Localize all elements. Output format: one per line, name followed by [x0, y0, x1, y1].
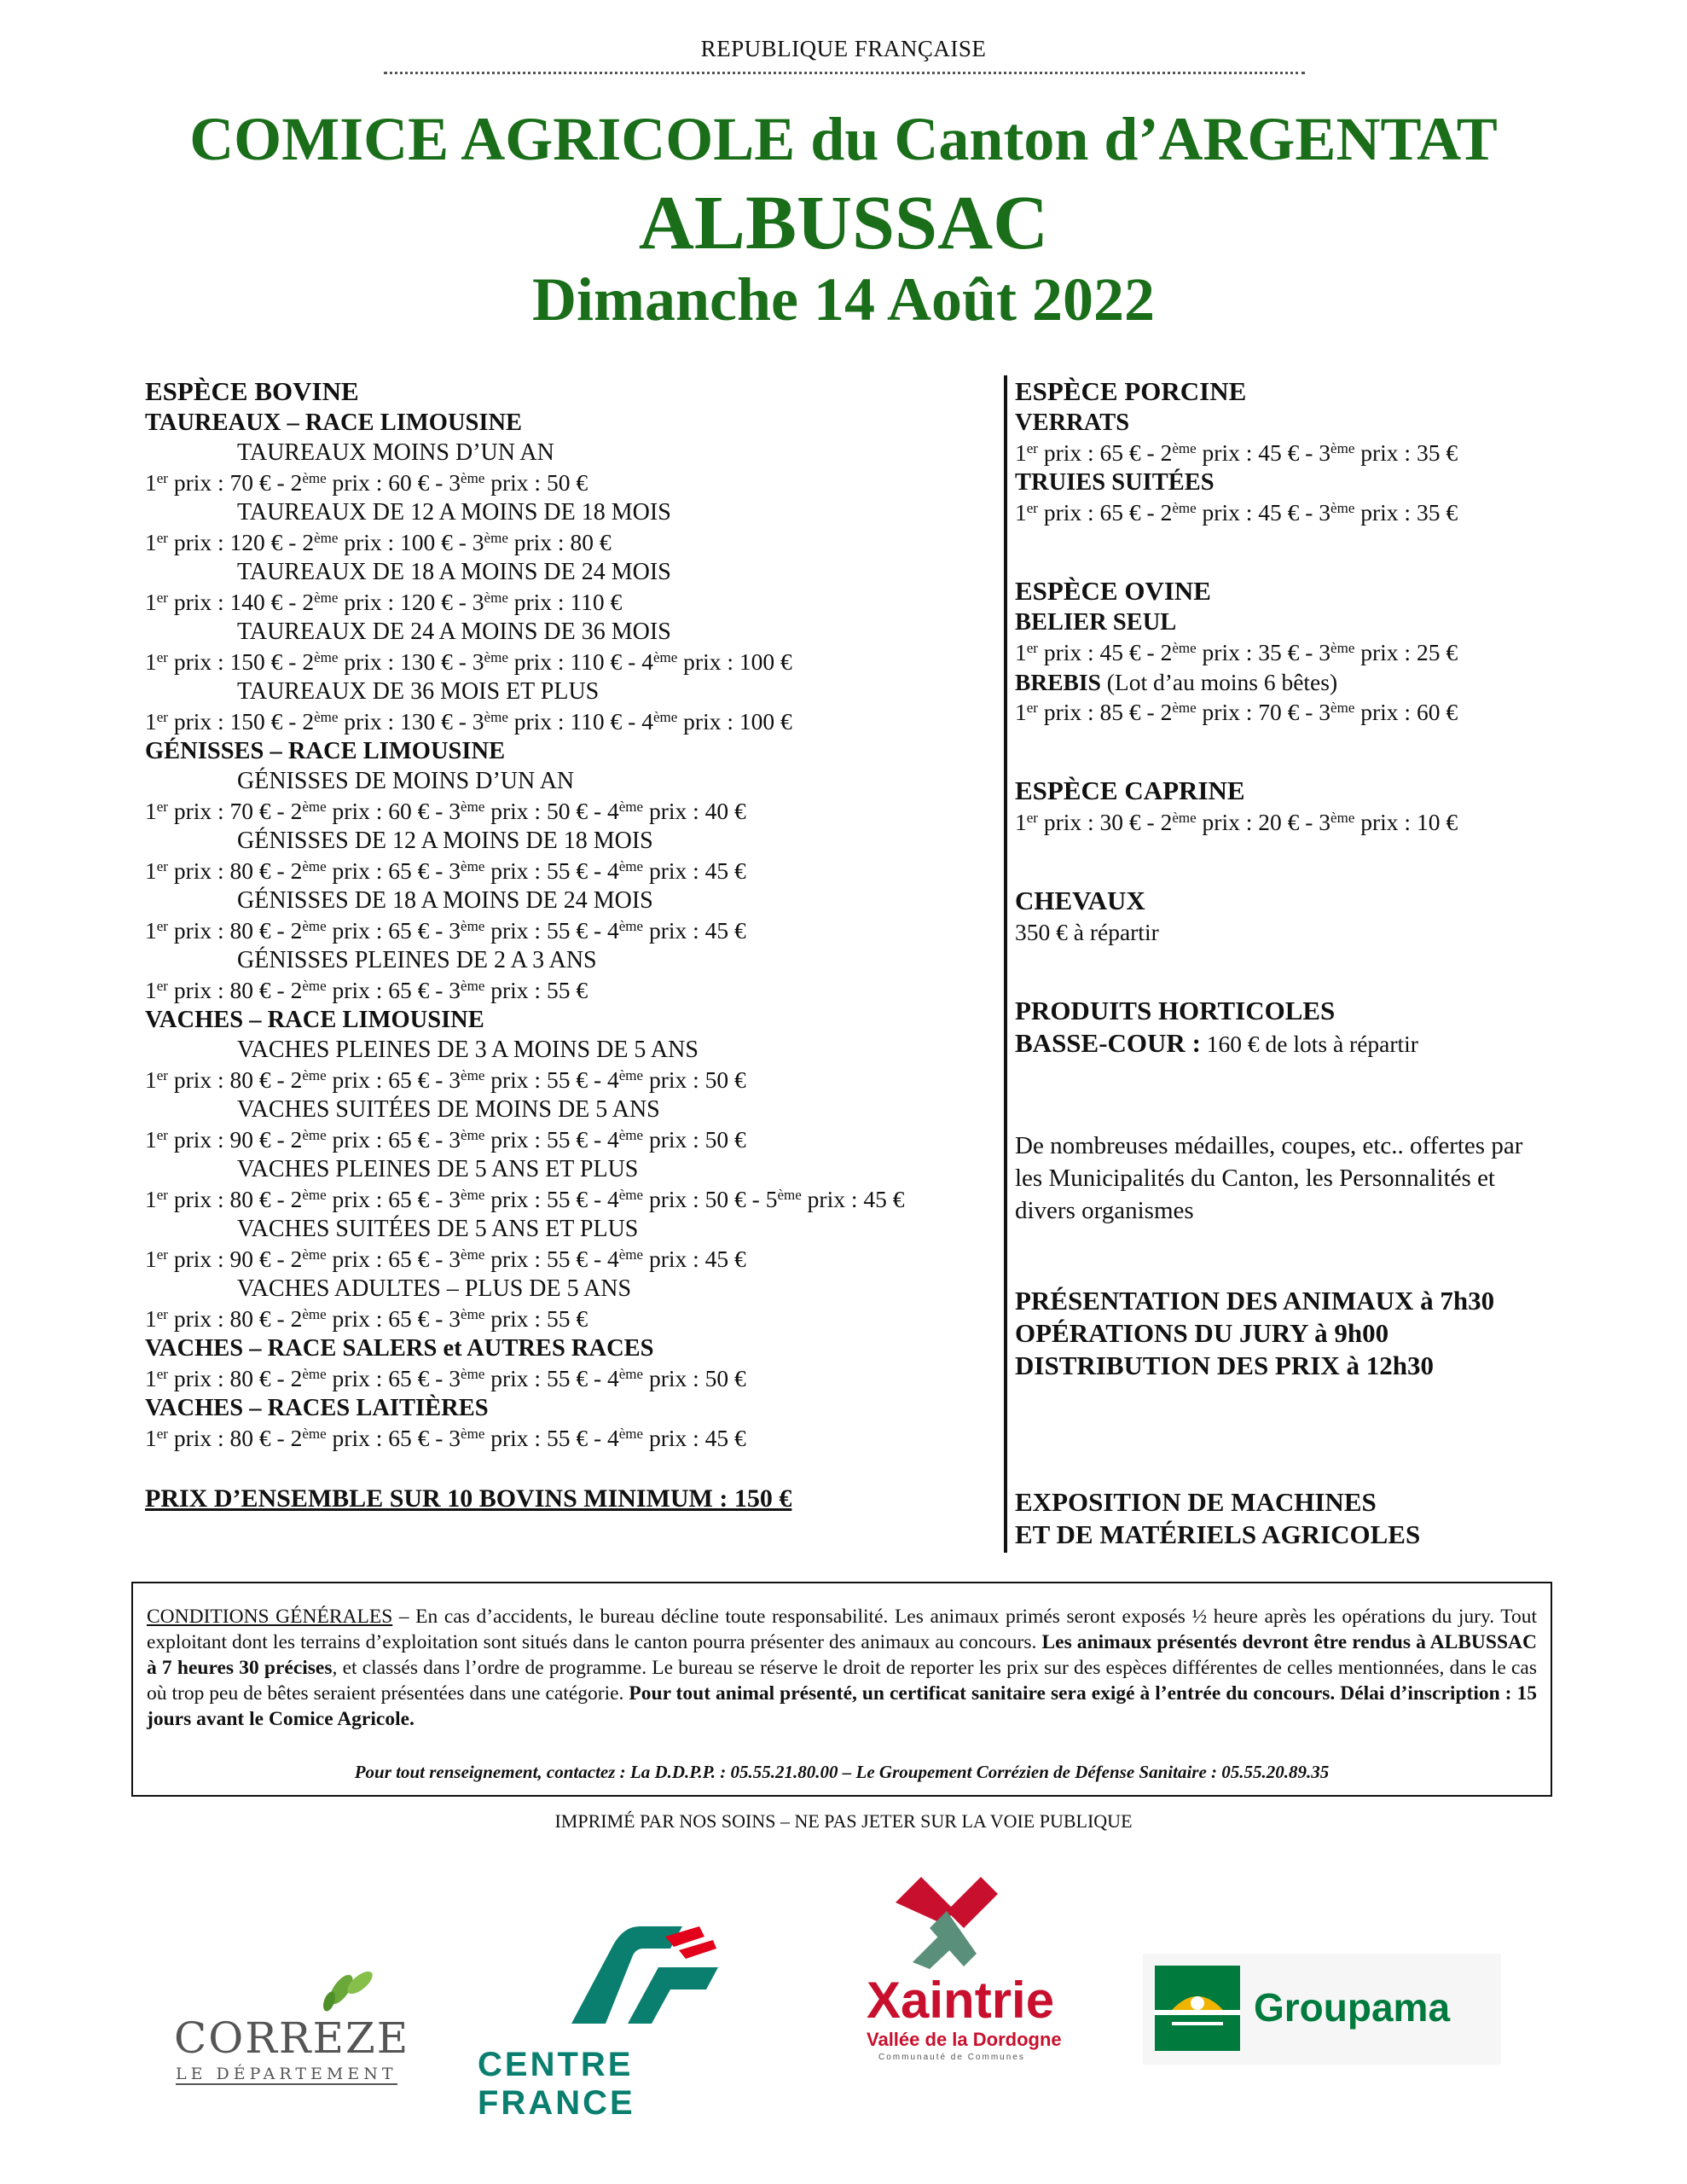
- ordinal-suffix: er: [156, 918, 168, 934]
- subcategory: GÉNISSES DE 12 A MOINS DE 18 MOIS: [237, 828, 653, 854]
- basse-cour-line: [1015, 1027, 1578, 1061]
- prize: 2ème prix : 35 €: [1160, 639, 1300, 665]
- prize: 3ème prix : 50 €: [449, 469, 588, 496]
- prize: 1er prix : 65 €: [1015, 499, 1141, 526]
- prize-line: 1er prix : 80 € - 2ème prix : 65 € - 3ème prix : 55 €: [145, 977, 588, 1003]
- prize: 4ème prix : 50 €: [607, 1126, 746, 1153]
- xaintrie-cross-icon: [861, 1860, 1066, 1971]
- ordinal-suffix: ème: [618, 1426, 644, 1442]
- prize: 3ème prix : 110 €: [472, 708, 623, 735]
- prize: 3ème prix : 110 €: [472, 589, 623, 615]
- ordinal-suffix: ème: [618, 1366, 644, 1382]
- ordinal-suffix: ème: [461, 799, 485, 815]
- ordinal-suffix: er: [156, 1246, 168, 1263]
- prize: 2ème prix : 100 €: [302, 529, 453, 555]
- printed-notice: IMPRIMÉ PAR NOS SOINS – NE PAS JETER SUR LA VOIE PUBLIQUE: [554, 1810, 1133, 1832]
- other-species-column: [1015, 375, 1578, 1551]
- prize-line: 1er prix : 80 € - 2ème prix : 65 € - 3ème prix : 55 € - 4ème prix : 50 €: [145, 1066, 746, 1093]
- xaintrie-logo: [861, 1860, 1066, 2073]
- prize-line: 1er prix : 150 € - 2ème prix : 130 € - 3ème prix : 110 € - 4ème prix : 100 €: [145, 648, 792, 675]
- conditions-text: – En cas d’accidents, le bureau décline toute responsabilité. Les animaux primés seront exposés ½ heure après les opérations du jury. Tout exploitant dont les terrains d’exploitation sont situés dans le canton pourra présenter des animaux au concours.: [147, 1606, 1537, 1653]
- prize: 2ème prix : 45 €: [1160, 439, 1300, 466]
- prize: 4ème prix : 45 €: [607, 1425, 746, 1451]
- expo-line: ET DE MATÉRIELS AGRICOLES: [1015, 1519, 1421, 1549]
- ordinal-suffix: ème: [461, 1187, 485, 1203]
- ordinal-suffix: ème: [484, 649, 508, 665]
- basse-cour-text: 160 € de lots à répartir: [1200, 1031, 1418, 1057]
- subcategory: GÉNISSES DE 18 A MOINS DE 24 MOIS: [237, 887, 653, 914]
- ordinal-suffix: ème: [461, 978, 485, 994]
- prize-line: 1er prix : 65 € - 2ème prix : 45 € - 3ème prix : 35 €: [1015, 439, 1458, 466]
- column-divider: [1004, 375, 1007, 1553]
- groupama-logo: [1143, 1954, 1501, 2065]
- prize: 3ème prix : 80 €: [472, 529, 612, 555]
- event-date: Dimanche 14 Août 2022: [531, 265, 1156, 334]
- prize: 3ème prix : 60 €: [1319, 699, 1458, 725]
- republic-heading: REPUBLIQUE FRANÇAISE: [700, 36, 987, 61]
- prize: 2ème prix : 65 €: [290, 1425, 430, 1451]
- prize-line: 1er prix : 80 € - 2ème prix : 65 € - 3ème prix : 55 € - 4ème prix : 50 €: [145, 1365, 746, 1391]
- prize: 1er prix : 80 €: [145, 977, 271, 1003]
- prize-line: 1er prix : 120 € - 2ème prix : 100 € - 3ème prix : 80 €: [145, 529, 612, 555]
- prize: 4ème prix : 100 €: [641, 648, 792, 675]
- ordinal-suffix: er: [156, 709, 168, 725]
- prize-line: 1er prix : 45 € - 2ème prix : 35 € - 3ème prix : 25 €: [1015, 639, 1458, 665]
- subcategory: GÉNISSES DE MOINS D’UN AN: [237, 768, 575, 794]
- prize: 3ème prix : 110 €: [472, 648, 623, 675]
- bovine-column: [145, 375, 1006, 1513]
- prize: 3ème prix : 55 €: [449, 1066, 588, 1093]
- ordinal-suffix: ème: [302, 1127, 327, 1143]
- prize: 1er prix : 80 €: [145, 917, 271, 944]
- prize: 4ème prix : 45 €: [607, 1246, 746, 1272]
- prize: 4ème prix : 50 €: [607, 1365, 746, 1391]
- prize: 2ème prix : 65 €: [290, 917, 430, 944]
- ordinal-suffix: ème: [1172, 500, 1197, 516]
- prize: 2ème prix : 45 €: [1160, 499, 1300, 526]
- ordinal-suffix: er: [156, 470, 168, 486]
- event-title: COMICE AGRICOLE du Canton d’ARGENTAT: [189, 105, 1498, 173]
- prize: 2ème prix : 65 €: [290, 1305, 430, 1332]
- subcategory: TAUREAUX DE 12 A MOINS DE 18 MOIS: [237, 499, 671, 526]
- ordinal-suffix: ème: [1330, 440, 1355, 456]
- ordinal-suffix: ème: [314, 649, 339, 665]
- prize: 3ème prix : 55 €: [449, 1246, 588, 1272]
- ordinal-suffix: ème: [302, 858, 327, 874]
- prize: 1er prix : 80 €: [145, 1425, 271, 1451]
- conditions-label: CONDITIONS GÉNÉRALES: [147, 1606, 393, 1628]
- subcategory: VACHES ADULTES – PLUS DE 5 ANS: [237, 1275, 632, 1302]
- ordinal-suffix: ème: [1330, 700, 1355, 716]
- prize: 3ème prix : 55 €: [449, 857, 588, 884]
- category-title: VERRATS: [1015, 410, 1130, 436]
- subcategory: VACHES SUITÉES DE MOINS DE 5 ANS: [237, 1096, 660, 1123]
- ordinal-suffix: ème: [461, 1426, 485, 1442]
- prize: 1er prix : 80 €: [145, 1066, 271, 1093]
- ordinal-suffix: ème: [302, 799, 327, 815]
- ensemble-prize: PRIX D’ENSEMBLE SUR 10 BOVINS MINIMUM : 150 €: [145, 1484, 792, 1513]
- prize: 1er prix : 80 €: [145, 857, 271, 884]
- prize: 4ème prix : 50 €: [607, 1066, 746, 1093]
- category-title: GÉNISSES – RACE LIMOUSINE: [145, 738, 506, 764]
- ordinal-suffix: ème: [1172, 700, 1197, 716]
- prize: 3ème prix : 55 €: [449, 1186, 588, 1212]
- category-title: TAUREAUX – RACE LIMOUSINE: [145, 410, 523, 436]
- schedule-line: PRÉSENTATION DES ANIMAUX à 7h30: [1015, 1286, 1495, 1316]
- ordinal-suffix: er: [1026, 700, 1038, 716]
- category-title: BELIER SEUL: [1015, 609, 1177, 636]
- section-title: ESPÈCE PORCINE: [1015, 376, 1247, 406]
- prize-line: 1er prix : 90 € - 2ème prix : 65 € - 3ème prix : 55 € - 4ème prix : 50 €: [145, 1126, 746, 1153]
- conditions-text: , et classés dans l’ordre de programme. Le bureau se réserve le droit de reporter les prix sur des espèces différentes de celles mentionnées, dans le cas où trop peu de bêtes seraient présentées dans une catégorie.: [147, 1657, 1538, 1705]
- ordinal-suffix: er: [156, 1067, 168, 1083]
- ordinal-suffix: ème: [314, 709, 339, 725]
- prize: 1er prix : 80 €: [145, 1365, 271, 1391]
- ordinal-suffix: ème: [484, 709, 508, 725]
- ca-name: CENTRE FRANCE: [478, 2046, 635, 2122]
- category-title: [1015, 667, 1578, 697]
- prize-line: 1er prix : 85 € - 2ème prix : 70 € - 3ème prix : 60 €: [1015, 699, 1458, 725]
- chevaux-text: 350 € à répartir: [1015, 919, 1159, 945]
- ordinal-suffix: er: [156, 649, 168, 665]
- basse-cour-title: BASSE-COUR :: [1015, 1028, 1201, 1058]
- ordinal-suffix: ème: [618, 799, 644, 815]
- ordinal-suffix: ème: [618, 1246, 644, 1263]
- prize: 3ème prix : 35 €: [1319, 499, 1458, 526]
- prize: 5ème prix : 45 €: [765, 1186, 905, 1212]
- conditions-box: [131, 1582, 1552, 1797]
- ordinal-suffix: er: [1026, 640, 1038, 656]
- prize-line: 1er prix : 80 € - 2ème prix : 65 € - 3ème prix : 55 € - 4ème prix : 45 €: [145, 917, 746, 944]
- ordinal-suffix: ème: [1330, 500, 1355, 516]
- groupama-emblem-icon: [1155, 1966, 1240, 2051]
- prize: 2ème prix : 65 €: [290, 1066, 430, 1093]
- ordinal-suffix: ème: [1172, 440, 1197, 456]
- ordinal-suffix: ème: [314, 590, 339, 606]
- section-title: PRODUITS HORTICOLES: [1015, 996, 1336, 1025]
- correze-logo: [171, 1945, 426, 2082]
- brebis-title: BREBIS: [1015, 669, 1101, 695]
- ordinal-suffix: ème: [302, 470, 327, 486]
- ordinal-suffix: ème: [302, 1426, 327, 1442]
- prize: 3ème prix : 35 €: [1319, 439, 1458, 466]
- prize: 1er prix : 150 €: [145, 648, 283, 675]
- prize: 1er prix : 70 €: [145, 469, 271, 496]
- schedule-line: DISTRIBUTION DES PRIX à 12h30: [1015, 1350, 1434, 1380]
- ordinal-suffix: er: [156, 590, 168, 606]
- ordinal-suffix: ème: [461, 470, 485, 486]
- subcategory: TAUREAUX DE 24 A MOINS DE 36 MOIS: [237, 619, 671, 645]
- schedule-line: OPÉRATIONS DU JURY à 9h00: [1015, 1318, 1389, 1348]
- xaintrie-sub: Vallée de la Dordogne: [867, 2029, 1062, 2050]
- ordinal-suffix: ème: [302, 1366, 327, 1382]
- prize: 1er prix : 80 €: [145, 1305, 271, 1332]
- ordinal-suffix: er: [156, 858, 168, 874]
- ordinal-suffix: ème: [618, 858, 644, 874]
- credit-agricole-logo: [469, 1918, 793, 2122]
- ordinal-suffix: ème: [461, 1127, 485, 1143]
- correze-sub: LE DÉPARTEMENT: [176, 2065, 397, 2083]
- prize: 3ème prix : 25 €: [1319, 639, 1458, 665]
- ordinal-suffix: ème: [302, 918, 327, 934]
- prize: 2ème prix : 65 €: [290, 1246, 430, 1272]
- ordinal-suffix: ème: [302, 1246, 327, 1263]
- subcategory: VACHES PLEINES DE 5 ANS ET PLUS: [237, 1156, 639, 1182]
- dotted-divider: [384, 72, 1305, 74]
- prize: 1er prix : 120 €: [145, 529, 283, 555]
- prize: 1er prix : 45 €: [1015, 639, 1141, 665]
- ordinal-suffix: ème: [314, 530, 339, 546]
- ordinal-suffix: ème: [1330, 640, 1355, 656]
- prize-line: 1er prix : 80 € - 2ème prix : 65 € - 3ème prix : 55 € - 4ème prix : 50 € - 5ème prix : 45 €: [145, 1186, 905, 1212]
- subcategory: GÉNISSES PLEINES DE 2 A 3 ANS: [237, 947, 597, 973]
- prize: 1er prix : 85 €: [1015, 699, 1141, 725]
- category-title: VACHES – RACE SALERS et AUTRES RACES: [145, 1335, 654, 1362]
- prize: 1er prix : 90 €: [145, 1246, 271, 1272]
- prize: 2ème prix : 60 €: [290, 469, 430, 496]
- ordinal-suffix: ème: [652, 649, 678, 665]
- ordinal-suffix: ème: [1172, 640, 1197, 656]
- section-title: ESPÈCE OVINE: [1015, 576, 1211, 606]
- ordinal-suffix: ème: [1330, 810, 1355, 826]
- conditions-bold: Les animaux présentés devront être rendus à ALBUSSAC à 7 heures 30 précises: [147, 1631, 1537, 1679]
- ordinal-suffix: er: [156, 1306, 168, 1322]
- ordinal-suffix: er: [156, 1187, 168, 1203]
- ordinal-suffix: ème: [618, 918, 644, 934]
- ordinal-suffix: ème: [461, 1246, 485, 1263]
- ordinal-suffix: er: [156, 530, 168, 546]
- ordinal-suffix: ème: [777, 1187, 802, 1203]
- category-title: VACHES – RACES LAITIÈRES: [145, 1395, 489, 1421]
- ordinal-suffix: ème: [461, 1067, 485, 1083]
- subcategory: VACHES PLEINES DE 3 A MOINS DE 5 ANS: [237, 1037, 699, 1063]
- ordinal-suffix: ème: [302, 1187, 327, 1203]
- section-title: CHEVAUX: [1015, 886, 1145, 915]
- xaintrie-tiny: Communauté de Communes: [878, 2053, 1025, 2062]
- prize: 2ème prix : 70 €: [1160, 699, 1300, 725]
- prize: 2ème prix : 120 €: [302, 589, 453, 615]
- prize: 3ème prix : 55 €: [449, 1305, 588, 1332]
- correze-name: CORREZE: [174, 2013, 410, 2063]
- event-place: ALBUSSAC: [638, 181, 1049, 265]
- prize: 1er prix : 90 €: [145, 1126, 271, 1153]
- prize: 2ème prix : 65 €: [290, 977, 430, 1003]
- prize-line: 1er prix : 90 € - 2ème prix : 65 € - 3ème prix : 55 € - 4ème prix : 45 €: [145, 1246, 746, 1272]
- prize-line: 1er prix : 80 € - 2ème prix : 65 € - 3ème prix : 55 €: [145, 1305, 588, 1332]
- ordinal-suffix: ème: [484, 590, 508, 606]
- prize: 2ème prix : 20 €: [1160, 809, 1300, 835]
- groupama-name: Groupama: [1254, 1985, 1451, 2030]
- ordinal-suffix: ème: [1172, 810, 1197, 826]
- ordinal-suffix: ème: [652, 709, 678, 725]
- prize: 4ème prix : 40 €: [607, 798, 746, 824]
- expo-line: EXPOSITION DE MACHINES: [1015, 1487, 1377, 1517]
- prize-line: 1er prix : 65 € - 2ème prix : 45 € - 3ème prix : 35 €: [1015, 499, 1458, 526]
- category-title: VACHES – RACE LIMOUSINE: [145, 1007, 484, 1033]
- prize: 1er prix : 30 €: [1015, 809, 1141, 835]
- conditions-bold: Pour tout animal présenté, un certificat sanitaire sera exigé à l’entrée du concours. Délai d’inscription : 15 jours avant le Comice Agricole.: [147, 1682, 1537, 1730]
- prize-line: 1er prix : 150 € - 2ème prix : 130 € - 3ème prix : 110 € - 4ème prix : 100 €: [145, 708, 792, 735]
- prize: 3ème prix : 55 €: [449, 1425, 588, 1451]
- ordinal-suffix: ème: [618, 1127, 644, 1143]
- prize: 3ème prix : 55 €: [449, 977, 588, 1003]
- prize-line: 1er prix : 140 € - 2ème prix : 120 € - 3ème prix : 110 €: [145, 589, 623, 615]
- prize: 4ème prix : 45 €: [607, 917, 746, 944]
- ordinal-suffix: ème: [461, 1306, 485, 1322]
- ordinal-suffix: ème: [302, 1067, 327, 1083]
- ordinal-suffix: er: [1026, 440, 1038, 456]
- ordinal-suffix: ème: [484, 530, 508, 546]
- subcategory: TAUREAUX DE 18 A MOINS DE 24 MOIS: [237, 559, 671, 585]
- prize: 3ème prix : 55 €: [449, 1126, 588, 1153]
- prize: 2ème prix : 65 €: [290, 1365, 430, 1391]
- prize: 3ème prix : 55 €: [449, 917, 588, 944]
- prize: 2ème prix : 130 €: [302, 708, 453, 735]
- ordinal-suffix: ème: [461, 918, 485, 934]
- prize: 1er prix : 65 €: [1015, 439, 1141, 466]
- prize: 1er prix : 150 €: [145, 708, 283, 735]
- section-title: ESPÈCE BOVINE: [145, 376, 359, 406]
- prize-line: 1er prix : 70 € - 2ème prix : 60 € - 3ème prix : 50 € - 4ème prix : 40 €: [145, 798, 746, 824]
- subcategory: TAUREAUX MOINS D’UN AN: [237, 439, 554, 466]
- prize: 3ème prix : 10 €: [1319, 809, 1458, 835]
- prize-line: 1er prix : 30 € - 2ème prix : 20 € - 3ème prix : 10 €: [1015, 809, 1458, 835]
- ordinal-suffix: ème: [302, 1306, 327, 1322]
- subcategory: TAUREAUX DE 36 MOIS ET PLUS: [237, 678, 600, 705]
- prize: 1er prix : 70 €: [145, 798, 271, 824]
- ordinal-suffix: ème: [461, 858, 485, 874]
- prize: 2ème prix : 60 €: [290, 798, 430, 824]
- ordinal-suffix: er: [1026, 500, 1038, 516]
- prize: 1er prix : 80 €: [145, 1186, 271, 1212]
- prize: 1er prix : 140 €: [145, 589, 283, 615]
- prize-line: 1er prix : 70 € - 2ème prix : 60 € - 3ème prix : 50 €: [145, 469, 588, 496]
- medailles-text: De nombreuses médailles, coupes, etc.. offertes par les Municipalités du Canton, les Personnalités et divers organismes: [1015, 1132, 1523, 1224]
- prize: 4ème prix : 45 €: [607, 857, 746, 884]
- prize: 2ème prix : 65 €: [290, 1126, 430, 1153]
- ordinal-suffix: ème: [618, 1187, 644, 1203]
- ordinal-suffix: ème: [618, 1067, 644, 1083]
- brebis-note: (Lot d’au moins 6 bêtes): [1100, 669, 1338, 695]
- subcategory: VACHES SUITÉES DE 5 ANS ET PLUS: [237, 1216, 639, 1242]
- contact-line: Pour tout renseignement, contactez : La D.D.P.P. : 05.55.21.80.00 – Le Groupement Corrézien de Défense Sanitaire : 05.55.20.89.35: [354, 1762, 1330, 1782]
- ordinal-suffix: er: [156, 978, 168, 994]
- prize: 3ème prix : 50 €: [449, 798, 588, 824]
- prize: 2ème prix : 130 €: [302, 648, 453, 675]
- prize: 4ème prix : 100 €: [641, 708, 792, 735]
- prize: 2ème prix : 65 €: [290, 857, 430, 884]
- xaintrie-name: Xaintrie: [867, 1972, 1055, 2029]
- ordinal-suffix: ème: [302, 978, 327, 994]
- ordinal-suffix: er: [1026, 810, 1038, 826]
- prize: 3ème prix : 55 €: [449, 1365, 588, 1391]
- ordinal-suffix: ème: [461, 1366, 485, 1382]
- ordinal-suffix: er: [156, 1366, 168, 1382]
- ca-emblem-icon: [469, 1918, 793, 2037]
- prize-line: 1er prix : 80 € - 2ème prix : 65 € - 3ème prix : 55 € - 4ème prix : 45 €: [145, 857, 746, 884]
- ordinal-suffix: er: [156, 799, 168, 815]
- ordinal-suffix: er: [156, 1127, 168, 1143]
- prize: 4ème prix : 50 €: [607, 1186, 746, 1212]
- category-title: TRUIES SUITÉES: [1015, 469, 1215, 496]
- prize: 2ème prix : 65 €: [290, 1186, 430, 1212]
- ordinal-suffix: er: [156, 1426, 168, 1442]
- section-title: ESPÈCE CAPRINE: [1015, 775, 1245, 805]
- prize-line: 1er prix : 80 € - 2ème prix : 65 € - 3ème prix : 55 € - 4ème prix : 45 €: [145, 1425, 746, 1451]
